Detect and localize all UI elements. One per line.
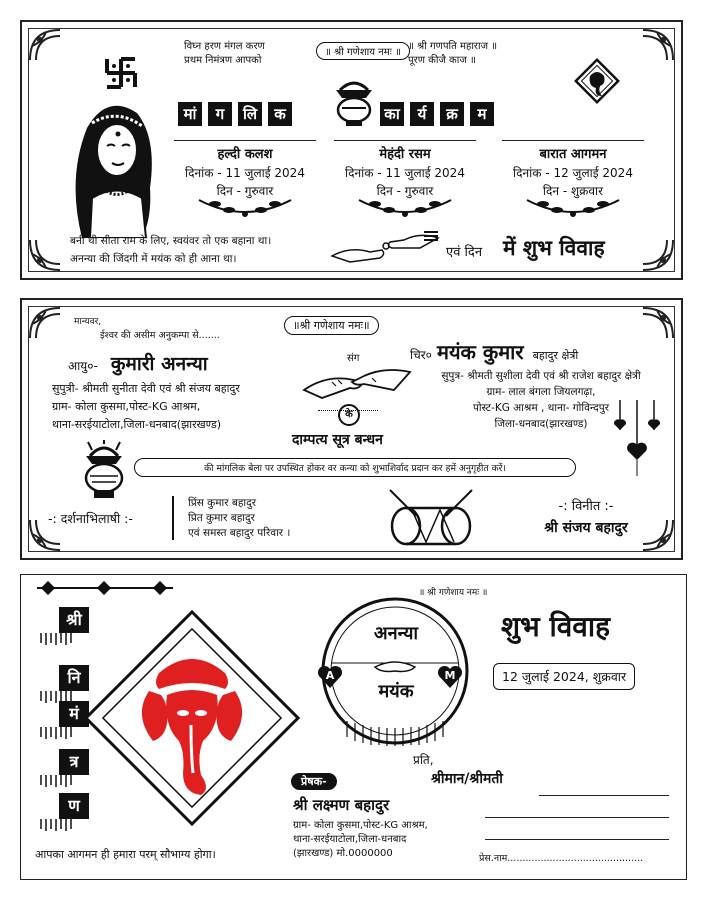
salutation: मान्यवर, bbox=[74, 317, 102, 327]
corner-ornament-icon bbox=[28, 28, 62, 62]
groom-suffix: बहादुर क्षेत्री bbox=[532, 349, 579, 362]
nimantran-letter: श्री bbox=[59, 607, 89, 633]
ganesh-diamond-icon bbox=[79, 605, 305, 831]
corner-ornament-icon bbox=[641, 306, 675, 340]
invocation-line: विघ्न हरण मंगल करण bbox=[184, 41, 265, 52]
darshan-label: -: दर्शनाभिलाषी :- bbox=[48, 511, 133, 526]
nimantran-letter: मं bbox=[59, 701, 89, 727]
tassel-icon bbox=[37, 633, 75, 645]
karyakram-letter: म bbox=[470, 102, 494, 126]
event-date: दिनांक - 11 जुलाई 2024 bbox=[345, 166, 465, 180]
bride-detail-line: थाना-सरईयाटोला,जिला-धनबाद(झारखण्ड) bbox=[52, 418, 222, 431]
bride-block bbox=[68, 350, 208, 376]
bride-prefix: आयु०- bbox=[68, 359, 98, 373]
initial-a: A bbox=[325, 669, 335, 682]
event-date: दिनांक - 11 जुलाई 2024 bbox=[185, 166, 305, 180]
footer-tagline: आपका आगमन ही हमारा परम् सौभाग्य होगा। bbox=[35, 848, 216, 861]
tassel-icon bbox=[37, 727, 75, 739]
mangalik-letter: मां bbox=[178, 102, 202, 126]
groom-detail-line: ग्राम- लाल बंगला जियलगढ़ा, bbox=[486, 386, 596, 398]
evam-din: एवं दिन bbox=[446, 245, 483, 260]
wedding-date: 12 जुलाई 2024, शुक्रवार bbox=[493, 663, 635, 690]
darshan-name: प्रित कुमार बहादुर bbox=[188, 512, 255, 524]
emblem-bride-name: अनन्या bbox=[373, 623, 419, 644]
press-name: प्रेस.नाम............................................. bbox=[479, 853, 644, 864]
karyakram-letter: र्य bbox=[410, 102, 434, 126]
sang-label: संग bbox=[347, 353, 360, 364]
shriman-label: श्रीमान/श्रीमती bbox=[431, 771, 503, 787]
shubh-vivah-heading: में शुभ विवाह bbox=[503, 236, 605, 260]
emblem-groom-name: मयंक bbox=[378, 681, 414, 702]
joined-hands-icon bbox=[302, 360, 412, 402]
corner-ornament-icon bbox=[641, 28, 675, 62]
address-line bbox=[485, 839, 669, 840]
groom-detail-line: सुपुत्र- श्रीमती सुशीला देवी एवं श्री राजेश बहादुर क्षेत्री bbox=[441, 370, 641, 382]
swastik-icon bbox=[104, 56, 138, 90]
leaf-branch-icon bbox=[195, 194, 295, 220]
bride-detail-line: ग्राम- कोला कुसमा,पोस्ट-KG आश्रम, bbox=[52, 400, 201, 413]
couplet-line: बनी थी सीता राम के लिए, स्वयंवर तो एक बहाना था। bbox=[70, 235, 272, 247]
event-mehndi bbox=[330, 136, 480, 200]
leaf-branch-icon bbox=[523, 194, 623, 220]
hands-ring-icon bbox=[330, 228, 440, 264]
preshak-label: प्रेषक- bbox=[291, 773, 337, 790]
karyakram-letter: का bbox=[380, 102, 404, 126]
darshan-divider bbox=[172, 496, 174, 540]
dampatya-heading: दाम्पत्य सूत्र बन्धन bbox=[292, 432, 383, 448]
sender-name: श्री लक्ष्मण बहादुर bbox=[293, 796, 390, 814]
heart-initial-a bbox=[317, 665, 343, 689]
ganesh-small-label: ॥ श्री गणेशाय नमः ॥ bbox=[419, 588, 488, 598]
bride-illustration bbox=[62, 88, 162, 238]
invitation-card-bottom bbox=[20, 574, 687, 880]
dhol-icon bbox=[376, 486, 486, 548]
corner-ornament-icon bbox=[28, 238, 62, 272]
prati-label: प्रति, bbox=[413, 753, 434, 767]
invocation-right bbox=[408, 40, 497, 68]
address-line bbox=[485, 817, 669, 818]
bride-details bbox=[52, 380, 240, 434]
event-haldi bbox=[170, 136, 320, 200]
tassel-icon bbox=[37, 775, 75, 787]
vineet-label: -: विनीत :- bbox=[558, 499, 614, 514]
darshan-names bbox=[188, 496, 290, 541]
invocation-line: ॥ श्री गणपति महाराज ॥ bbox=[408, 41, 498, 52]
vineet-name: श्री संजय बहादुर bbox=[544, 520, 628, 536]
address-line bbox=[539, 795, 669, 796]
invitation-card-top bbox=[20, 20, 683, 280]
ornament-line-icon bbox=[35, 581, 175, 595]
shubh-vivah-title: शुभ विवाह bbox=[501, 610, 610, 643]
sender-address-line: थाना-सरईयाटोला,जिला-धनबाद bbox=[293, 834, 407, 845]
mangalik-letter: लि bbox=[238, 102, 262, 126]
nimantran-letter: ण bbox=[59, 793, 89, 819]
nimantran-letter: नि bbox=[59, 665, 89, 691]
bride-name: कुमारी अनन्या bbox=[110, 353, 208, 375]
couplet-line: अनन्या की जिंदगी में मयंक को ही आना था। bbox=[70, 253, 237, 265]
karyakram-letter: क्र bbox=[440, 102, 464, 126]
blessing-banner: की मांगलिक बेला पर उपस्थित होकर वर कन्या को शुभाशिर्वाद प्रदान कर हमें अनुगृहीत करें। bbox=[134, 458, 576, 477]
darshan-name: एवं समस्त बहादुर परिवार । bbox=[188, 527, 291, 539]
couplet bbox=[70, 232, 271, 268]
groom-name: मयंक कुमार bbox=[436, 340, 524, 364]
kalash-icon bbox=[330, 76, 378, 128]
nimantran-letter: त्र bbox=[59, 749, 89, 775]
groom-detail-line: जिला-धनबाद(झारखण्ड) bbox=[494, 418, 588, 430]
event-day: दिन - गुरुवार bbox=[216, 184, 274, 198]
event-date: दिनांक - 12 जुलाई 2024 bbox=[513, 166, 633, 180]
corner-ornament-icon bbox=[641, 238, 675, 272]
event-title: बारात आगमन bbox=[539, 147, 607, 162]
ornament-dots bbox=[318, 410, 378, 411]
invocation-left bbox=[184, 40, 265, 68]
mangalik-letter: ग bbox=[208, 102, 232, 126]
groom-detail-line: पोस्ट-KG आश्रम , थाना- गोविन्दपुर bbox=[472, 402, 610, 414]
ganesh-badge: ॥श्री गणेशाय नमः॥ bbox=[284, 316, 379, 335]
bride-detail-line: सुपुत्री- श्रीमती सुनीता देवी एवं श्री संजय बहादुर bbox=[52, 382, 240, 395]
event-divider bbox=[334, 140, 476, 141]
ganesh-diamond-icon bbox=[572, 56, 622, 106]
event-title: हल्दी कलश bbox=[217, 147, 273, 162]
initial-m: M bbox=[444, 669, 456, 682]
invocation-line: पूरण कीजै काज ॥ bbox=[408, 55, 476, 66]
darshan-name: प्रिंस कुमार बहादुर bbox=[188, 497, 256, 509]
groom-block bbox=[410, 338, 578, 365]
ke-circle: के bbox=[338, 404, 360, 426]
heart-initial-m bbox=[437, 665, 463, 689]
kalash-icon bbox=[78, 440, 130, 500]
event-baraat bbox=[498, 136, 648, 200]
invitation-card-middle bbox=[20, 298, 683, 560]
sender-address bbox=[293, 819, 428, 861]
hanging-hearts-icon bbox=[612, 400, 662, 478]
corner-ornament-icon bbox=[28, 306, 62, 340]
mangalik-letter: क bbox=[268, 102, 292, 126]
tassel-icon bbox=[37, 819, 75, 831]
ganesh-badge: ॥ श्री गणेशाय नमः ॥ bbox=[316, 42, 410, 60]
event-day: दिन - शुक्रवार bbox=[542, 184, 604, 198]
tassel-icon bbox=[37, 691, 75, 703]
event-day: दिन - गुरुवार bbox=[376, 184, 434, 198]
sender-address-line: (झारखण्ड) मो.0000000 bbox=[293, 848, 393, 859]
invocation-line: प्रथम निमंत्रण आपको bbox=[184, 55, 262, 66]
event-divider bbox=[174, 140, 316, 141]
ishwar-line: ईश्वर की असीम अनुकम्पा से....... bbox=[100, 330, 220, 341]
groom-prefix: चिर० bbox=[410, 348, 432, 362]
leaf-branch-icon bbox=[355, 194, 455, 220]
sender-address-line: ग्राम- कोला कुसमा,पोस्ट-KG आश्रम, bbox=[293, 820, 428, 831]
event-title: मेहंदी रसम bbox=[379, 147, 431, 162]
event-divider bbox=[502, 140, 644, 141]
